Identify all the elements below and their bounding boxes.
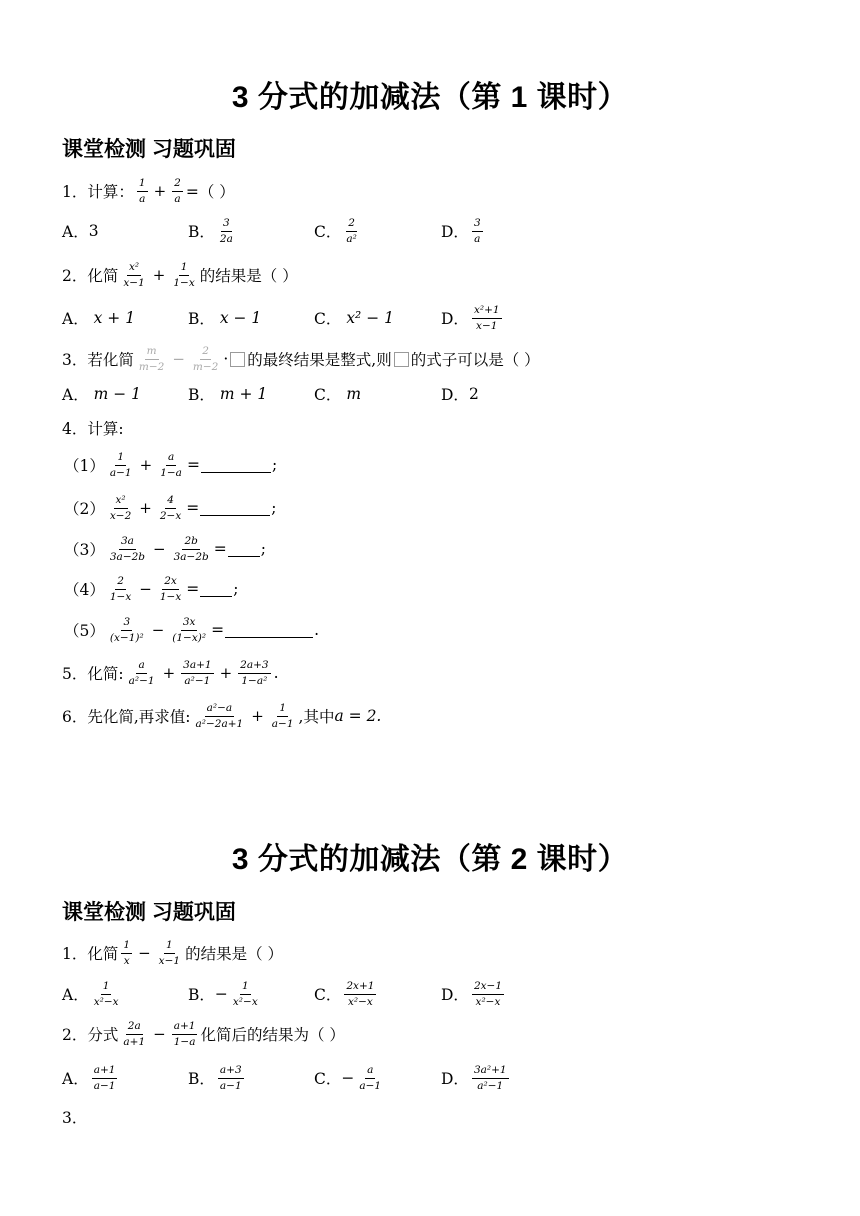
question-1-2: 2． 化简 $\frac{\text{x²}}{x-1}$ + $\frac{1}{1-x}$ 的结果是（ ） bbox=[62, 261, 298, 289]
answer-blank bbox=[225, 623, 313, 638]
question-1-4: 4． 计算: bbox=[62, 420, 124, 438]
blank-box bbox=[394, 352, 409, 367]
fraction: $\frac{2}{a}$ bbox=[174, 177, 181, 205]
option-a: A． m − 1 bbox=[62, 385, 142, 404]
question-1-5: 5． 化简: $\frac{a}{\text{a²−1}}$ + $\frac{3a+1}{\text{a²−1}}$ + $\frac{2a+3}{\text{1−a²}}$ . bbox=[62, 659, 279, 687]
question-2-1: 1． 化简 $\frac{1}{x}$ − $\frac{1}{x-1}$ 的结果是（ ） bbox=[62, 939, 283, 967]
answer-blank bbox=[201, 458, 271, 473]
option-b: B． x − 1 bbox=[188, 309, 262, 328]
option-d: D． 2 bbox=[441, 385, 479, 404]
option-b: B． $\frac{3}{2a}$ bbox=[188, 217, 233, 245]
option-c: C． $\frac{2}{\text{a²}}$ bbox=[314, 217, 357, 245]
option-d: D． $\frac{\text{x²+1}}{x-1}$ bbox=[441, 304, 500, 332]
option-b: B． − $\frac{1}{\text{x²−x}}$ bbox=[188, 980, 258, 1008]
answer-blank bbox=[228, 542, 260, 557]
option-d: D． $\frac{2x-1}{\text{x²−x}}$ bbox=[441, 980, 503, 1008]
question-1-1: 1． 计算： $\frac{1}{a}$ + $\frac{2}{a}$ =（ ） bbox=[62, 177, 235, 205]
blank-box bbox=[230, 352, 245, 367]
option-d: D． $\frac{\text{3a²+1}}{\text{a²−1}}$ bbox=[441, 1064, 507, 1092]
sub-item-2: （2） $\frac{\text{x²}}{x-2}$ + $\frac{4}{2-x}$ = ; bbox=[64, 494, 277, 522]
sub-item-3: （3） $\frac{3a}{3a-2b}$ − $\frac{2b}{3a-2b}$ = ; bbox=[64, 535, 266, 563]
option-c: C． m bbox=[314, 385, 362, 404]
option-d: D． $\frac{3}{a}$ bbox=[441, 217, 481, 245]
sub-item-1: （1） $\frac{1}{a-1}$ + $\frac{a}{1-a}$ = ; bbox=[64, 451, 278, 479]
sub-item-5: （5） $\frac{3}{\text{(x−1)²}}$ − $\frac{3x}{\text{(1−x)²}}$ = . bbox=[64, 616, 320, 644]
question-1-3: 3． 若化简 $\frac{m}{m-2}$ − $\frac{2}{m-2}$ · 的最终结果是整式,则 的式子可以是（ ） bbox=[62, 345, 540, 373]
option-b: B． $\frac{a+3}{a-1}$ bbox=[188, 1064, 242, 1092]
option-a: A． $\frac{a+1}{a-1}$ bbox=[62, 1064, 116, 1092]
question-1-6: 6． 先化简,再求值: $\frac{\text{a²−a}}{\text{a²−2a+1}}$ + $\frac{1}{a-1}$ ,其中 a = 2. bbox=[62, 702, 382, 730]
sub-item-4: （4） $\frac{2}{1-x}$ − $\frac{2x}{1-x}$ = ; bbox=[64, 575, 239, 603]
section-heading-2: 课堂检测 习题巩固 bbox=[62, 901, 236, 924]
question-2-2: 2． 分式 $\frac{2a}{a+1}$ − $\frac{a+1}{1-a}$ 化简后的结果为（ ） bbox=[62, 1020, 345, 1048]
lesson-title-2: 3 分式的加减法（第 2 课时） bbox=[231, 843, 629, 876]
fraction: $\frac{1}{a}$ bbox=[138, 177, 146, 205]
option-b: B． m + 1 bbox=[188, 385, 268, 404]
answer-blank bbox=[200, 501, 270, 516]
answer-blank bbox=[200, 582, 232, 597]
question-2-3: 3． bbox=[62, 1109, 88, 1127]
option-a: A． 3 bbox=[62, 222, 99, 241]
section-heading-1: 课堂检测 习题巩固 bbox=[62, 138, 236, 161]
option-c: C． $\frac{2x+1}{\text{x²−x}}$ bbox=[314, 980, 375, 1008]
option-c: C． x² − 1 bbox=[314, 309, 394, 328]
option-c: C． − $\frac{a}{a-1}$ bbox=[314, 1064, 382, 1092]
lesson-title-1: 3 分式的加减法（第 1 课时） bbox=[231, 81, 629, 114]
option-a: A． $\frac{1}{\text{x²−x}}$ bbox=[62, 980, 119, 1008]
option-a: A． x + 1 bbox=[62, 309, 136, 328]
